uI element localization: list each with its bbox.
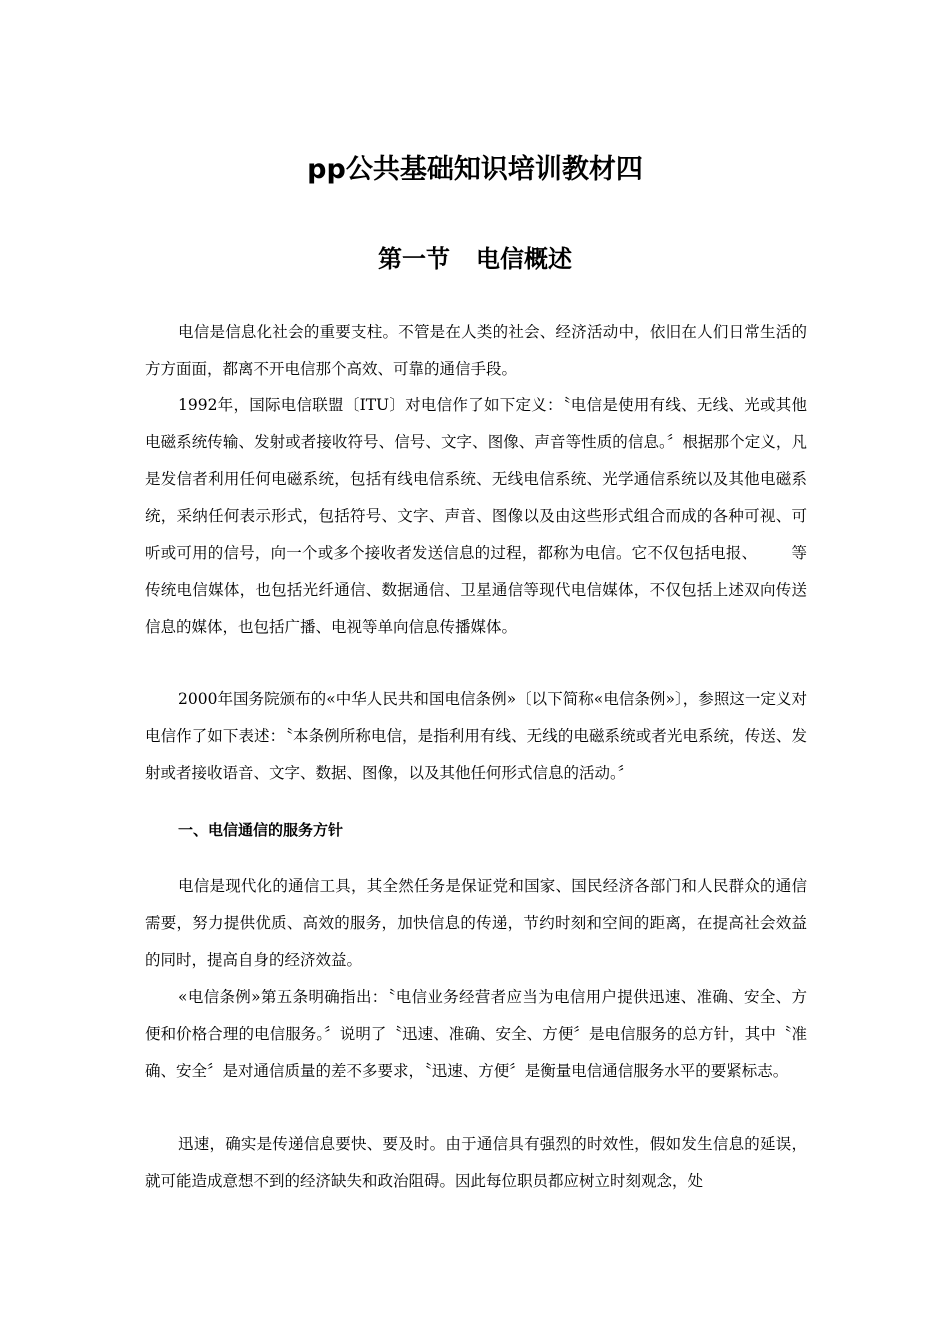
paragraph-itu-definition-part-1: 1992年，国际电信联盟〔ITU〕对电信作了如下定义：〝电信是使用有线、无线、光或其他电磁系统传输、发射或者接收符号、信号、文字、图像、声音等性质的信息。〞根据那个定义，凡是发信者利用任何电磁系统，包括有线电信系统、无线电信系统、光学通信系统以及其他电磁系统，采纳任何表示形式，包括符号、文字、声音、图像以及由这些形式组合而成的各种可视、可听或可用的信号，向一个或多个接收者发送信息的过程，都称为电信。它不仅包括电报、 [145,396,807,562]
paragraph-speed: 迅速，确实是传递信息要快、要及时。由于通信具有强烈的时效性，假如发生信息的延误，就可能造成意想不到的经济缺失和政治阻碍。因此每位职员都应树立时刻观念，处 [145,1135,807,1190]
section-title [0,240,950,278]
heading-service-policy: 一、电信通信的服务方针 [178,821,344,839]
paragraph-itu-definition-part-2: 等传统电信媒体，也包括光纤通信、数据通信、卫星通信等现代电信媒体，不仅包括上述双向传送信息的媒体，也包括广播、电视等单向信息传播媒体。 [145,544,807,636]
paragraph-article-five: «电信条例»第五条明确指出：〝电信业务经营者应当为电信用户提供迅速、准确、安全、方便和价格合理的电信服务。〞说明了〝迅速、准确、安全、方便〞是电信服务的总方针，其中〝准确、安全〞是对通信质量的差不多要求，〝迅速、方便〞是衡量电信通信服务水平的要紧标志。 [145,988,807,1080]
section-label: 第一节 [378,245,450,273]
section-name: 电信概述 [476,245,572,273]
paragraph-itu-definition [145,387,807,646]
paragraph-regulation-definition: 2000年国务院颁布的«中华人民共和国电信条例»〔以下简称«电信条例»〕，参照这一定义对电信作了如下表述：〝本条例所称电信，是指利用有线、无线的电磁系统或者光电系统，传送、发射或者接收语音、文字、数据、图像，以及其他任何形式信息的活动。〞 [145,690,807,782]
paragraph-service-task: 电信是现代化的通信工具，其全然任务是保证党和国家、国民经济各部门和人民群众的通信需要，努力提供优质、高效的服务，加快信息的传递，节约时刻和空间的距离，在提高社会效益的同时，提高自身的经济效益。 [145,877,807,969]
document-title: pp公共基础知识培训教材四 [307,154,643,185]
paragraph-intro: 电信是信息化社会的重要支柱。不管是在人类的社会、经济活动中，依旧在人们日常生活的方方面面，都离不开电信那个高效、可靠的通信手段。 [145,323,807,378]
